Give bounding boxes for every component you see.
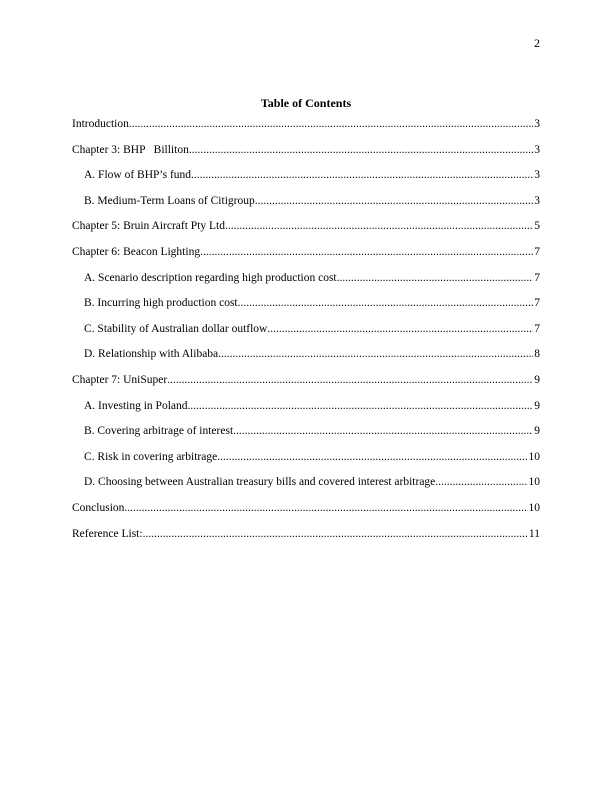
toc-entry-page: 3 xyxy=(534,143,540,156)
toc-entry[interactable] xyxy=(72,291,540,317)
toc-entry-page: 9 xyxy=(534,399,540,412)
toc-entry-page: 10 xyxy=(528,476,540,489)
table-of-contents xyxy=(72,112,540,547)
toc-dot-leader xyxy=(189,138,533,164)
toc-entry[interactable] xyxy=(72,317,540,343)
toc-dot-leader xyxy=(233,419,533,445)
toc-dot-leader xyxy=(238,291,534,317)
toc-dot-leader xyxy=(267,317,533,343)
toc-dot-leader xyxy=(124,496,527,522)
toc-entry-label: A. Flow of BHP’s fund xyxy=(84,169,192,182)
toc-dot-leader xyxy=(188,394,534,420)
toc-dot-leader xyxy=(191,163,533,189)
toc-entry-page: 10 xyxy=(528,450,540,463)
toc-entry-label: D. Choosing between Australian treasury bills and covered interest arbitrage xyxy=(84,476,436,489)
toc-entry-label: Conclusion xyxy=(72,501,125,514)
toc-entry-page: 11 xyxy=(528,527,540,540)
toc-entry-label: Introduction xyxy=(72,118,129,130)
toc-entry-page: 9 xyxy=(534,373,540,386)
toc-entry[interactable] xyxy=(72,522,540,548)
toc-dot-leader xyxy=(129,112,533,138)
toc-entry-label: B. Covering arbitrage of interest xyxy=(84,425,234,438)
toc-entry-page: 5 xyxy=(534,220,540,233)
toc-entry-label: C. Stability of Australian dollar outflow xyxy=(84,322,268,335)
toc-entry-label: Chapter 6: Beacon Lighting xyxy=(72,245,201,258)
toc-entry[interactable] xyxy=(72,189,540,215)
toc-dot-leader xyxy=(435,470,527,496)
toc-entry[interactable] xyxy=(72,470,540,496)
toc-dot-leader xyxy=(255,189,534,215)
page-number: 2 xyxy=(534,36,540,50)
toc-entry[interactable] xyxy=(72,112,540,138)
toc-entry-page: 7 xyxy=(534,322,540,335)
toc-dot-leader xyxy=(143,522,528,548)
toc-entry-label: Reference List: xyxy=(72,527,143,540)
toc-entry-label: Chapter 7: UniSuper xyxy=(72,373,168,386)
toc-entry-label: A. Investing in Poland xyxy=(84,399,188,412)
toc-entry[interactable] xyxy=(72,342,540,368)
toc-entry[interactable] xyxy=(72,240,540,266)
toc-entry[interactable] xyxy=(72,445,540,471)
toc-entry-label: A. Scenario description regarding high production cost xyxy=(84,271,337,284)
toc-entry-label: B. Incurring high production cost xyxy=(84,297,238,310)
toc-entry-page: 7 xyxy=(534,271,540,284)
toc-entry-page: 8 xyxy=(534,348,540,361)
toc-entry-page: 3 xyxy=(534,118,540,130)
toc-entry-label: Chapter 5: Bruin Aircraft Pty Ltd xyxy=(72,220,225,233)
toc-dot-leader xyxy=(225,214,533,240)
toc-dot-leader xyxy=(337,266,534,292)
toc-entry-label: Chapter 3: BHP Billiton xyxy=(72,143,189,156)
toc-dot-leader xyxy=(167,368,533,394)
toc-entry[interactable] xyxy=(72,496,540,522)
toc-entry-page: 3 xyxy=(534,169,540,182)
toc-entry-page: 9 xyxy=(534,425,540,438)
toc-entry[interactable] xyxy=(72,266,540,292)
toc-entry[interactable] xyxy=(72,368,540,394)
toc-entry-label: B. Medium-Term Loans of Citigroup xyxy=(84,194,255,207)
toc-entry-label: D. Relationship with Alibaba xyxy=(84,348,219,361)
toc-entry-label: C. Risk in covering arbitrage xyxy=(84,450,218,463)
toc-dot-leader xyxy=(200,240,533,266)
toc-dot-leader xyxy=(218,342,533,368)
toc-entry-page: 10 xyxy=(528,501,540,514)
toc-title: Table of Contents xyxy=(260,96,352,110)
toc-entry[interactable] xyxy=(72,138,540,164)
toc-entry-page: 7 xyxy=(534,245,540,258)
toc-entry[interactable] xyxy=(72,419,540,445)
toc-entry-page: 7 xyxy=(534,297,540,310)
toc-entry[interactable] xyxy=(72,394,540,420)
toc-dot-leader xyxy=(217,445,527,471)
toc-entry[interactable] xyxy=(72,163,540,189)
toc-entry-page: 3 xyxy=(534,194,540,207)
toc-entry[interactable] xyxy=(72,214,540,240)
